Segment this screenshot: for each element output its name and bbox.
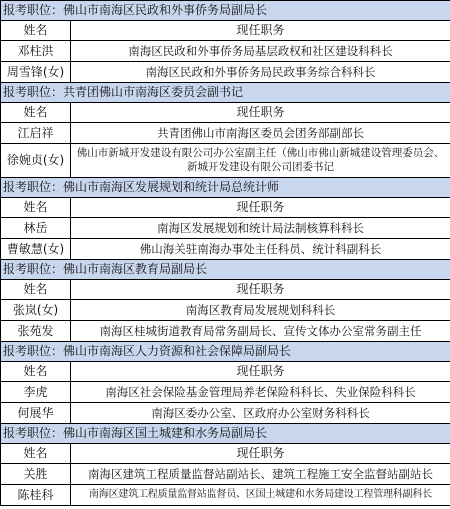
section-title-row — [1, 1, 450, 21]
header-name: 姓名 — [1, 103, 71, 123]
section-title-row — [1, 424, 450, 444]
candidate-position: 佛山海关驻南海办事处主任科员、统计科副科长 — [71, 239, 450, 260]
section-title: 报考职位：佛山市南海区教育局副局长 — [1, 260, 450, 280]
header-name: 姓名 — [1, 21, 71, 41]
section-title-row — [1, 342, 450, 362]
header-row — [1, 444, 450, 464]
candidate-name: 徐婉贞(女) — [1, 144, 71, 178]
candidate-name: 江启祥 — [1, 123, 71, 144]
candidate-position: 南海区发展规划和统计局法制核算科科长 — [71, 218, 450, 239]
section-title-row — [1, 178, 450, 198]
header-position: 现任职务 — [71, 444, 450, 464]
candidate-position: 南海区民政和外事侨务局民政事务综合科科长 — [71, 62, 450, 83]
candidate-position: 南海区教育局发展规划科科长 — [71, 300, 450, 321]
candidate-position: 南海区委办公室、区政府办公室财务科科长 — [71, 403, 450, 424]
table-row — [1, 300, 450, 321]
candidate-name: 陈桂科 — [1, 485, 71, 506]
candidate-table-body — [1, 1, 450, 506]
candidate-position: 南海区社会保险基金管理局养老保险科科长、失业保险科科长 — [71, 382, 450, 403]
header-row — [1, 103, 450, 123]
header-position: 现任职务 — [71, 21, 450, 41]
header-position: 现任职务 — [71, 103, 450, 123]
section-title: 报考职位：佛山市南海区人力资源和社会保障局副局长 — [1, 342, 450, 362]
section-title: 报考职位：佛山市南海区民政和外事侨务局副局长 — [1, 1, 450, 21]
header-name: 姓名 — [1, 362, 71, 382]
header-row — [1, 21, 450, 41]
candidate-name: 张苑发 — [1, 321, 71, 342]
table-row — [1, 144, 450, 178]
candidate-name: 周雪锋(女) — [1, 62, 71, 83]
candidate-position: 南海区建筑工程质量监督站副站长、建筑工程施工安全监督站副站长 — [71, 464, 450, 485]
candidate-name: 邓柱洪 — [1, 41, 71, 62]
candidate-position: 南海区桂城街道教育局常务副局长、宣传文体办公室常务副主任 — [71, 321, 450, 342]
header-row — [1, 362, 450, 382]
table-row — [1, 62, 450, 83]
header-name: 姓名 — [1, 280, 71, 300]
header-position: 现任职务 — [71, 362, 450, 382]
table-row — [1, 485, 450, 506]
candidate-position: 南海区建筑工程质量监督站监督员、区国土城建和水务局建设工程管理科副科长 — [71, 485, 450, 506]
header-row — [1, 198, 450, 218]
table-row — [1, 464, 450, 485]
table-row — [1, 382, 450, 403]
section-title-row — [1, 83, 450, 103]
candidate-name: 曹敏慧(女) — [1, 239, 71, 260]
table-row — [1, 41, 450, 62]
section-title-row — [1, 260, 450, 280]
candidate-position: 共青团佛山市南海区委员会团务部副部长 — [71, 123, 450, 144]
candidate-name: 何展华 — [1, 403, 71, 424]
candidate-name: 李虎 — [1, 382, 71, 403]
candidate-position: 南海区民政和外事侨务局基层政权和社区建设科科长 — [71, 41, 450, 62]
table-row — [1, 123, 450, 144]
section-title: 报考职位：佛山市南海区国土城建和水务局副局长 — [1, 424, 450, 444]
header-position: 现任职务 — [71, 280, 450, 300]
candidate-name: 张岚(女) — [1, 300, 71, 321]
table-row — [1, 218, 450, 239]
header-position: 现任职务 — [71, 198, 450, 218]
table-row — [1, 239, 450, 260]
candidate-name: 关胜 — [1, 464, 71, 485]
section-title: 报考职位：共青团佛山市南海区委员会副书记 — [1, 83, 450, 103]
header-name: 姓名 — [1, 198, 71, 218]
candidate-name: 林岳 — [1, 218, 71, 239]
header-name: 姓名 — [1, 444, 71, 464]
table-row — [1, 403, 450, 424]
section-title: 报考职位：佛山市南海区发展规划和统计局总统计师 — [1, 178, 450, 198]
table-row — [1, 321, 450, 342]
header-row — [1, 280, 450, 300]
candidate-position: 佛山市新城开发建设有限公司办公室副主任（佛山市佛山新城建设管理委员会、新城开发建设有限公司团委书记 — [71, 144, 450, 178]
